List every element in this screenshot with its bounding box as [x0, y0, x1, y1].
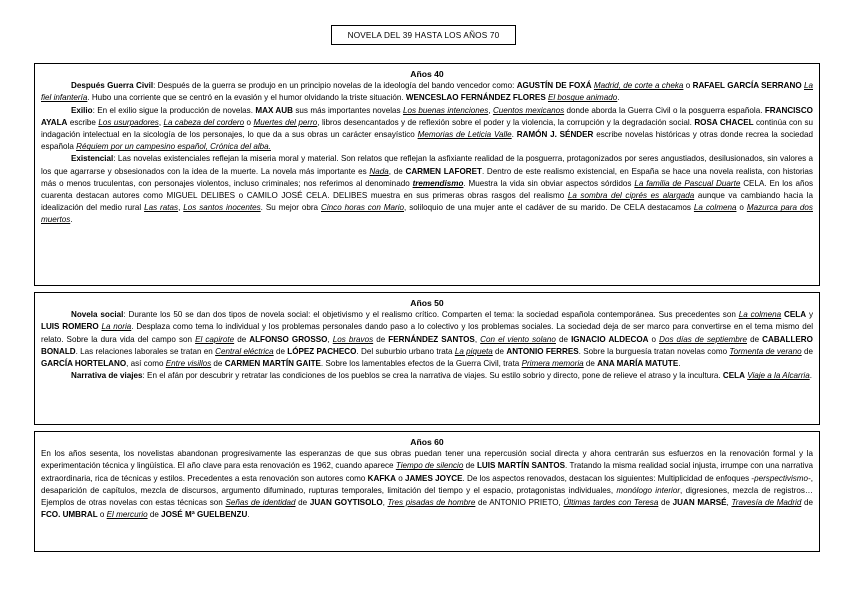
text-run: .	[247, 510, 250, 520]
text-run: . Muestra la vida sin obviar aspectos sórdidos	[463, 178, 635, 188]
bold-run: FRANCISCO AYALA	[41, 105, 813, 127]
text-run: ,	[158, 117, 164, 127]
text-run: CELA. En los años cuarenta destacan autores como MIGUEL DELIBES o CAMILO JOSÉ CELA. DELIBES muestra en sus primeras obras rasgos del realismo	[41, 178, 813, 201]
work-title: La cabeza del cordero	[163, 117, 245, 127]
text-run: o	[244, 117, 254, 127]
bold-run: CABALLERO BONALD	[41, 334, 813, 356]
text-run: . Sobre la burguesía tratan novelas como	[578, 346, 730, 356]
text-run: de	[273, 346, 288, 356]
text-run: escribe novelas históricas y otras donde recrea la sociedad española	[41, 130, 813, 152]
text-run: . De los aspectos renovados, destacan los siguientes: Multiplicidad de enfoques -	[462, 473, 755, 483]
work-title: La noria	[101, 322, 132, 332]
work-title: Con el viento solano	[480, 334, 556, 344]
page-title: NOVELA DEL 39 HASTA LOS AÑOS 70	[331, 25, 516, 45]
text-run: : Durante los 50 se dan dos tipos de novela social: el objetivismo y el realismo crítico. Comparten el tema: la sociedad española contemporánea. Sus precedentes son	[123, 310, 739, 320]
text-run: de	[463, 461, 477, 471]
bold-run: GARCÍA HORTELANO	[41, 359, 127, 369]
work-title: Los bravos	[332, 334, 374, 344]
bold-run: ROSA CHACEL	[694, 117, 754, 127]
bold-run: FCO. UMBRAL	[41, 510, 98, 520]
text-run: , así como	[126, 359, 166, 369]
bold-run: RAFAEL GARCÍA SERRANO	[692, 81, 802, 91]
text-run: En los años sesenta, los novelistas abandonan progresivamente las esperanzas de que sus obras puedan tener una repercusión social directa y ahora centrarán sus esfuerzos en la renovación formal y la experimentación técnica y lingüística. El año clave para esta renovación es 1962, cuando aparece	[41, 449, 813, 471]
bold-run: IGNACIO ALDECOA	[571, 334, 649, 344]
section-body	[41, 448, 813, 521]
bold-run: CELA	[784, 310, 807, 320]
text-run: de	[295, 498, 310, 508]
text-run: , libros desencantados y de reflexión sobre el poder y la violencia, la corrupción y la degradación social.	[317, 117, 695, 127]
section-anos-40	[34, 63, 820, 286]
text-run: . Hubo una corriente que se centró en la evasión y el humor olvidando la triste situación.	[87, 93, 406, 103]
text-run: aunque va cambiando hacia la idealización del medio rural	[41, 191, 813, 213]
work-title: Dos días de septiembre	[659, 334, 748, 344]
bold-run: ANTONIO FERRES	[506, 346, 579, 356]
text-run: .	[809, 371, 812, 381]
work-title: Travesía de Madrid	[731, 498, 802, 508]
work-title: Los buenas intenciones	[402, 105, 489, 115]
text-run: de ANTONIO PRIETO,	[475, 498, 564, 508]
bold-run: Exilio	[71, 105, 93, 115]
text-run: o	[736, 203, 747, 213]
text-run: . Dentro de este realismo existencial, en España se hace una novela realista, con historias más o menos truculentas, con personajes violentos, incluso criminales; nos referimos al denominado	[41, 166, 813, 188]
bold-run: CARMEN LAFORET	[405, 166, 482, 176]
section-heading: Años 50	[410, 298, 444, 308]
work-title: Mazurca para dos muertos	[41, 203, 813, 225]
bold-run: Novela social	[71, 310, 124, 320]
section-body	[41, 309, 813, 382]
text-run: o	[97, 510, 107, 520]
bold-run: KAFKA	[367, 473, 396, 483]
bold-run: CARMEN MARTÍN GAITE	[224, 359, 321, 369]
text-run: escribe	[67, 117, 99, 127]
text-run: .	[70, 215, 73, 225]
work-title: Primera memoria	[521, 359, 584, 369]
text-run: . Sobre los lamentables efectos de la Guerra Civil, trata	[320, 359, 522, 369]
text-run: sus más importantes novelas	[292, 105, 403, 115]
paragraph	[41, 105, 813, 154]
paragraph	[41, 448, 813, 521]
bold-run: RAMÓN J. SÉNDER	[516, 130, 594, 140]
text-run: de	[234, 334, 250, 344]
text-run: , digresiones, mezcla de registros… Ejemplos de otras novelas con estas técnicas son	[41, 485, 814, 508]
section-anos-60	[34, 431, 820, 552]
text-run: de	[211, 359, 225, 369]
work-title: Las ratas	[144, 203, 179, 213]
italic-run: monólogo interior	[616, 485, 681, 495]
work-title: Señas de identidad	[225, 498, 296, 508]
text-run: donde aborda la Guerra Civil o la posguerra española.	[564, 105, 765, 115]
work-title: Réquiem por un campesino español, Crónica del alba.	[76, 142, 271, 152]
bold-run: FERNÁNDEZ SANTOS	[388, 334, 475, 344]
work-title: Entre visillos	[165, 359, 212, 369]
paragraph	[41, 153, 813, 226]
text-run: .	[617, 93, 620, 103]
text-run: y	[806, 310, 814, 320]
work-title: La colmena	[738, 310, 782, 320]
text-run: : En el afán por descubrir y retratar las condiciones de los pueblos se crea la narrativa de viajes. Su estilo sobrio y directo, pone de relieve el atraso y la incultura.	[142, 371, 723, 381]
text-run: de	[492, 346, 507, 356]
paragraph	[41, 80, 813, 104]
bold-run: JOSÉ Mª GUELBENZU	[161, 510, 248, 520]
text-run: . Del suburbio urbano trata	[356, 346, 455, 356]
work-title: Tres pisadas de hombre	[387, 498, 476, 508]
work-title: Memorias de Leticia Valle	[417, 130, 512, 140]
text-run: ,	[382, 498, 388, 508]
text-run: -, desaparición de capítulos, mezcla de discursos, argumento difuminado, rupturas temporales, limitación del tiempo y el espacio, protagonistas individuales,	[41, 473, 814, 495]
work-title: Central eléctrica	[215, 346, 274, 356]
text-run: ,	[726, 498, 732, 508]
bold-run: Narrativa de viajes	[71, 371, 143, 381]
section-heading: Años 60	[410, 437, 444, 447]
work-title: La piqueta	[454, 346, 493, 356]
text-run: de	[801, 498, 813, 508]
work-title: La familia de Pascual Duarte	[634, 178, 741, 188]
text-run: : Las novelas existenciales reflejan la miseria moral y material. Son relatos que reflejan la asfixiante realidad de la posguerra, protagonizados por seres angustiados, desilusionados, sin valores a los que agarrarse y obsesionados con la idea de la muerte. La novela más importante es	[41, 154, 813, 176]
work-title: Nada	[369, 166, 389, 176]
bold-run: LUIS ROMERO	[41, 322, 99, 332]
text-run: de	[147, 510, 162, 520]
text-run: ,	[327, 334, 333, 344]
bold-run: JAMES JOYCE	[404, 473, 463, 483]
text-run: : En el exilio sigue la producción de novelas.	[92, 105, 256, 115]
bold-run: JUAN GOYTISOLO	[309, 498, 383, 508]
text-run: .	[678, 359, 681, 369]
text-run: de	[801, 346, 813, 356]
text-run: de	[555, 334, 572, 344]
section-heading: Años 40	[410, 69, 444, 79]
section-anos-50	[34, 292, 820, 425]
bold-run: MAX AUB	[255, 105, 293, 115]
bold-run: Existencial	[71, 154, 114, 164]
section-body	[41, 80, 813, 226]
bold-run: JUAN MARSÉ	[672, 498, 727, 508]
work-title: Los usurpadores	[98, 117, 159, 127]
work-title: El capirote	[195, 334, 235, 344]
bold-run: AGUSTÍN DE FOXÁ	[516, 81, 592, 91]
bold-run: Después Guerra Civil	[71, 81, 154, 91]
italic-run: perspectivismo	[754, 473, 809, 483]
work-title: Madrid, de corte a cheka	[593, 81, 684, 91]
work-title: Viaje a la Alcarria	[747, 371, 810, 381]
bold-run: LUIS MARTÍN SANTOS	[476, 461, 566, 471]
text-run: ,	[474, 334, 481, 344]
text-run: .	[511, 130, 517, 140]
text-run: . Desplaza como tema lo individual y los problemas personales dando paso a lo colectivo y los problemas sociales. La sociedad deja de ser marco para convertirse en el tema mismo del relato. Sobre la dura vida del campo son	[41, 322, 814, 344]
work-title: Tiempo de silencio	[395, 461, 464, 471]
text-run: , de	[388, 166, 406, 176]
work-title: Muertes del perro	[253, 117, 318, 127]
work-title: La colmena	[693, 203, 737, 213]
text-run: de	[658, 498, 673, 508]
bold-run: WENCESLAO FERNÁNDEZ FLORES	[405, 93, 546, 103]
work-title: Cinco horas con Mario	[321, 203, 405, 213]
text-run: de	[583, 359, 598, 369]
text-run: ,	[178, 203, 184, 213]
work-title: Cuentos mexicanos	[492, 105, 565, 115]
work-title: Últimas tardes con Teresa	[563, 498, 659, 508]
paragraph	[41, 370, 813, 382]
work-title: Los santos inocentes	[183, 203, 261, 213]
work-title: El bosque animado	[547, 93, 618, 103]
text-run: o	[395, 473, 405, 483]
work-title: El mercurio	[106, 510, 148, 520]
text-run: , soliloquio de una mujer ante el cadáver de su marido. De CELA destacamos	[404, 203, 694, 213]
work-title: La fiel infantería	[41, 81, 814, 103]
bold-run: ALFONSO GROSSO	[249, 334, 328, 344]
text-run: de	[747, 334, 763, 344]
text-run: . Su mejor obra	[260, 203, 321, 213]
bold-run: LÓPEZ PACHECO	[287, 346, 357, 356]
text-run: o	[683, 81, 693, 91]
paragraph	[41, 309, 813, 370]
text-run: . Las relaciones laborales se tratan en	[75, 346, 216, 356]
bold-run: CELA	[722, 371, 745, 381]
text-run: de	[373, 334, 389, 344]
text-run: . Tratando la misma realidad social injusta, irrumpe con una narrativa extraordinaria, rica de técnicas y estilos. Precedentes a esta renovación son autores como	[41, 461, 813, 483]
work-title: Tormenta de verano	[729, 346, 802, 356]
work-title: tremendismo	[412, 178, 464, 188]
bold-run: ANA MARÍA MATUTE	[597, 359, 679, 369]
text-run: o	[648, 334, 660, 344]
text-run: ,	[488, 105, 493, 115]
work-title: La sombra del ciprés es alargada	[567, 191, 695, 201]
text-run: : Después de la guerra se produjo en un principio novelas de la ideología del bando vencedor como:	[153, 81, 517, 91]
text-run: continúa con su indagación intelectual en la sicología de los personajes, lo que da a sus obras un carácter ensayístico	[41, 117, 814, 140]
